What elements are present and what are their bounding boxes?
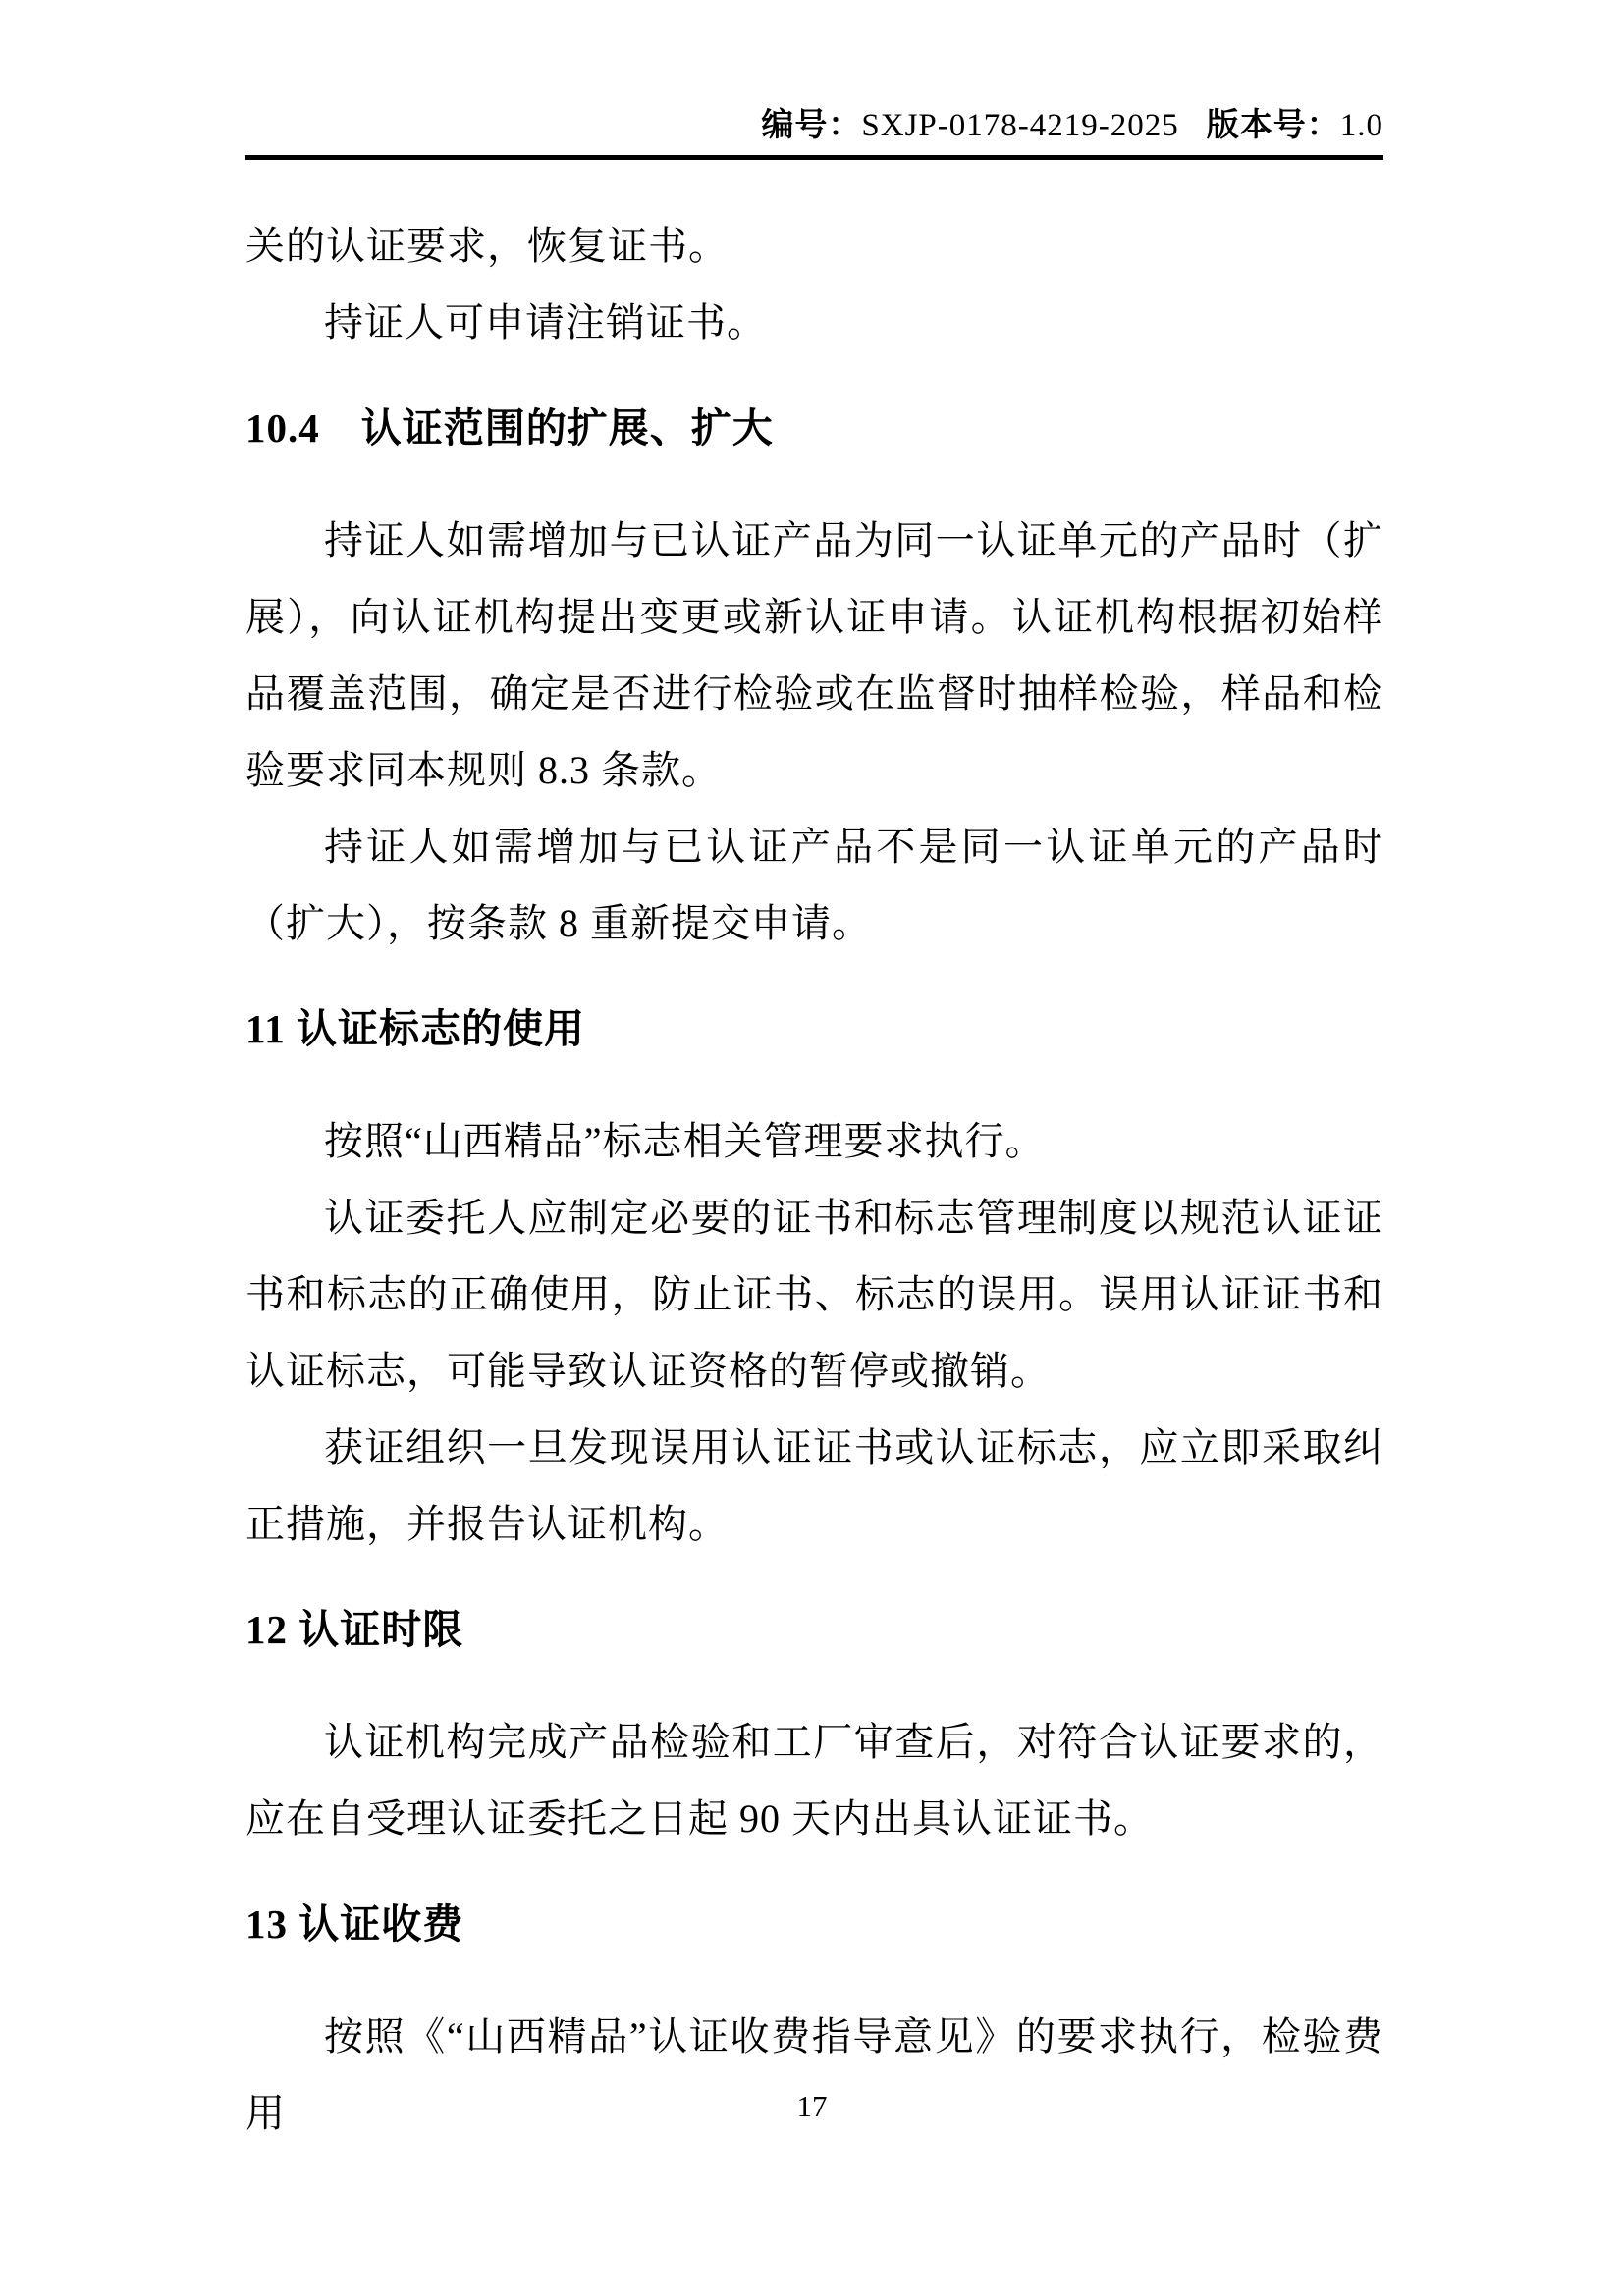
paragraph-mark-misuse-correction: 获证组织一旦发现误用认证证书或认证标志，应立即采取纠正措施，并报告认证机构。 — [245, 1425, 1383, 1546]
document-header — [0, 0, 1624, 160]
doc-number-value: SXJP-0178-4219-2025 — [861, 108, 1179, 143]
document-body — [0, 208, 1624, 2152]
paragraph-time-limit: 认证机构完成产品检验和工厂审查后，对符合认证要求的，应在自受理认证委托之日起 90 天内出具认证证书。 — [245, 1720, 1383, 1841]
section-heading-10-4: 10.4 认证范围的扩展、扩大 — [245, 405, 774, 451]
section-heading-13: 13 认证收费 — [245, 1901, 464, 1947]
paragraph-expand-different-unit: 持证人如需增加与已认证产品不是同一认证单元的产品时（扩大），按条款 8 重新提交申请。 — [245, 825, 1383, 945]
header-meta — [245, 104, 1383, 147]
paragraph-deregister: 持证人可申请注销证书。 — [324, 300, 767, 345]
version-group — [1207, 108, 1383, 143]
paragraph-expand-same-unit: 持证人如需增加与已认证产品为同一认证单元的产品时（扩展），向认证机构提出变更或新认证申请。认证机构根据初始样品覆盖范围，确定是否进行检验或在监督时抽样检验，样品和检验要求同本规则 8.3 条款。 — [245, 518, 1383, 792]
paragraph-mark-management: 认证委托人应制定必要的证书和标志管理制度以规范认证证书和标志的正确使用，防止证书、标志的误用。误用认证证书和认证标志，可能导致认证资格的暂停或撤销。 — [245, 1196, 1383, 1393]
paragraph-mark-usage: 按照“山西精品”标志相关管理要求执行。 — [324, 1119, 1046, 1163]
version-label: 版本号： — [1206, 108, 1340, 143]
section-heading-11: 11 认证标志的使用 — [245, 1006, 585, 1051]
doc-number-label: 编号： — [761, 108, 862, 143]
header-rule — [245, 155, 1383, 160]
page-number: 17 — [796, 2089, 828, 2123]
section-heading-12: 12 认证时限 — [245, 1607, 464, 1652]
paragraph-continuation: 关的认证要求，恢复证书。 — [245, 224, 729, 268]
page-footer — [0, 2085, 1624, 2128]
paragraph-fee: 按照《“山西精品”认证收费指导意见》的要求执行，检验费用 — [245, 2014, 1383, 2135]
version-value: 1.0 — [1339, 108, 1383, 143]
